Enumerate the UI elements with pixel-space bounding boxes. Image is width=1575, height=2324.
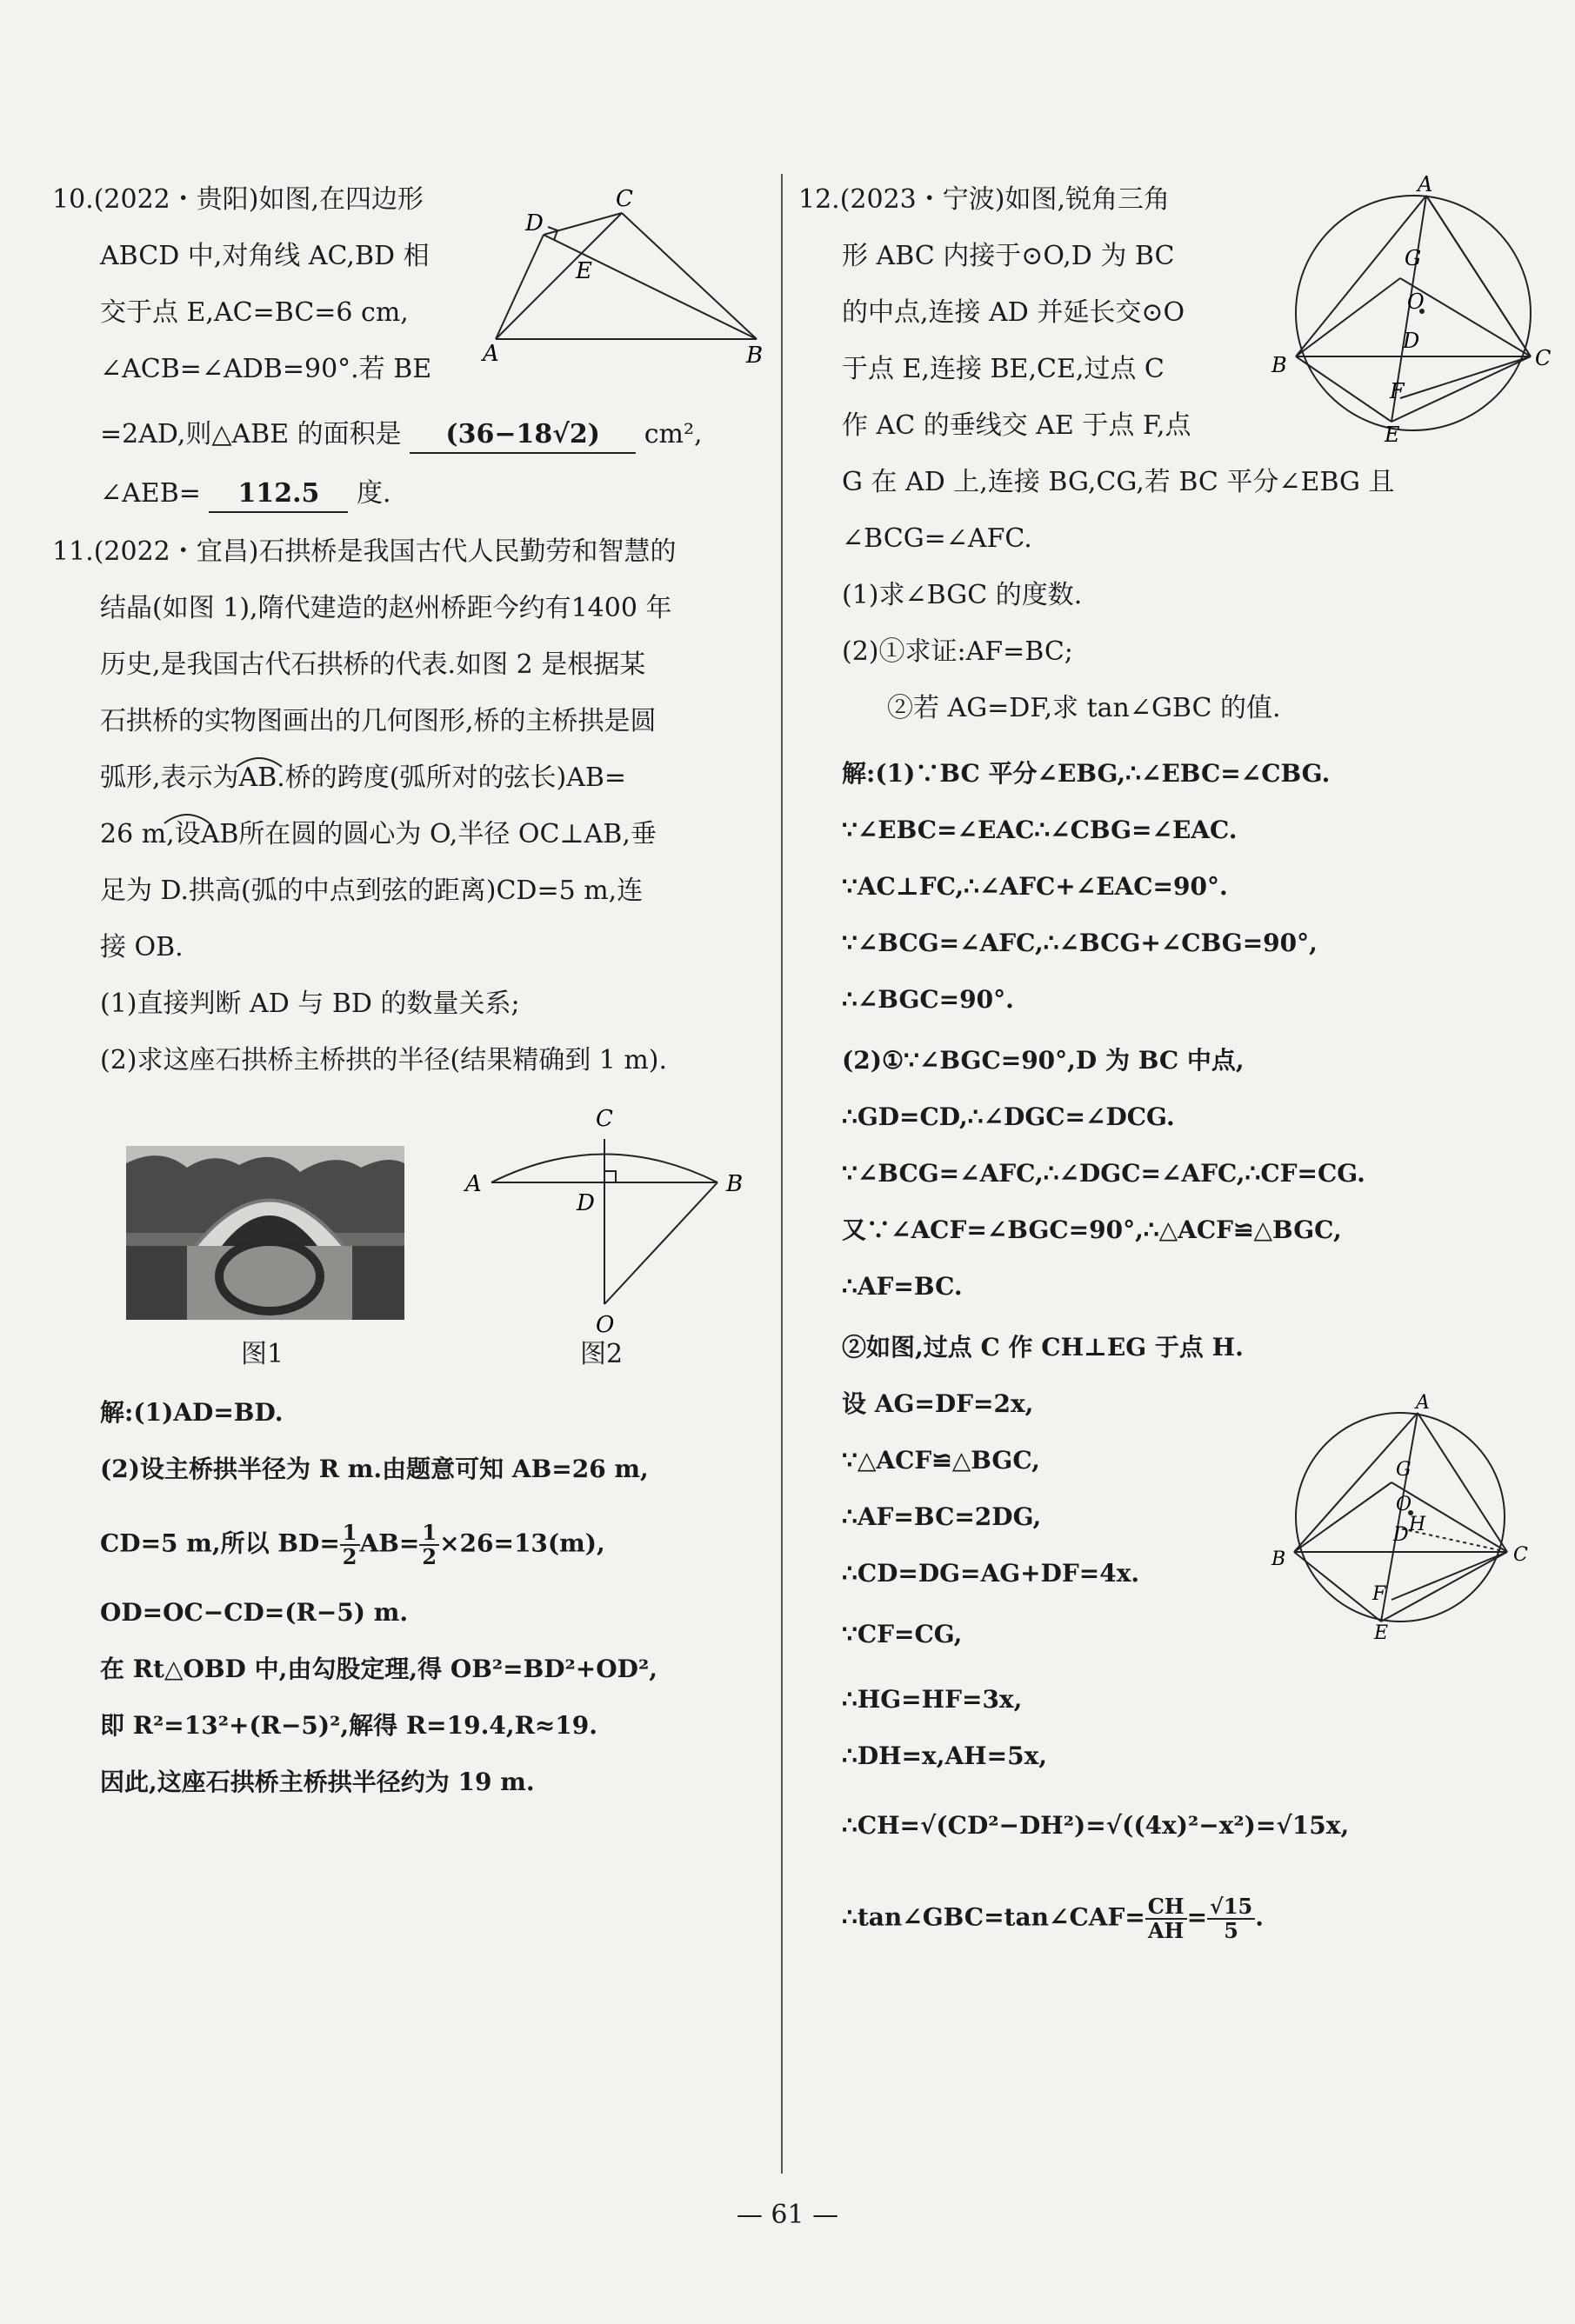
q11-bridge-photo (126, 1146, 404, 1320)
q12-f1-label-G: G (1405, 246, 1422, 270)
q11-solution-6: 即 R²=13²+(R−5)²,解得 R=19.4,R≈19. (100, 1711, 598, 1740)
q12-f1-label-B: B (1271, 353, 1287, 377)
q12-f1-label-F: F (1390, 379, 1405, 403)
q12-solution-1: 解:(1)∵BC 平分∠EBG,∴∠EBC=∠CBG. (842, 759, 1331, 788)
q11-solution-7: 因此,这座石拱桥主桥拱半径约为 19 m. (100, 1768, 535, 1796)
q12-line-5: 作 AC 的垂线交 AE 于点 F,点 (842, 410, 1191, 441)
q12-solution-9: 又∵∠ACF=∠BGC=90°,∴△ACF≌△BGC, (842, 1215, 1342, 1244)
q11-sol-3-mid: AB= (359, 1528, 420, 1558)
q12-line-3: 的中点,连接 AD 并延长交⊙O (842, 297, 1185, 328)
q11-fraction-2 (419, 1522, 439, 1568)
q10-answer-1: (36−18√2) (410, 417, 636, 454)
q12-solution-6: (2)①∵∠BGC=90°,D 为 BC 中点, (842, 1046, 1245, 1075)
q10-line-5 (100, 417, 703, 454)
q10-label-A: A (483, 341, 499, 367)
q12-f2-label-H: H (1409, 1514, 1426, 1535)
q10-line-1: 10.(2022・贵阳)如图,在四边形 (52, 184, 424, 215)
q12-subq-2b: ②若 AG=DF,求 tan∠GBC 的值. (887, 693, 1281, 723)
q12-solution-19: ∴CH=√(CD²−DH²)=√((4x)²−x²)=√15x, (842, 1811, 1350, 1840)
q11-arc-mark-1 (233, 753, 285, 769)
q12-tan-fraction-2 (1207, 1895, 1255, 1942)
q11-arc-mark-2 (161, 809, 213, 825)
q10-label-B: B (746, 343, 764, 369)
q12-line-7: ∠BCG=∠AFC. (842, 523, 1032, 554)
q11-subq-1: (1)直接判断 AD 与 BD 的数量关系; (100, 989, 520, 1019)
q12-solution-8: ∵∠BCG=∠AFC,∴∠DGC=∠AFC,∴CF=CG. (842, 1159, 1365, 1188)
q10-label-E: E (576, 258, 592, 284)
q12-solution-20 (842, 1895, 1264, 1942)
q12-solution-2: ∵∠EBC=∠EAC∴∠CBG=∠EAC. (842, 816, 1238, 844)
q12-subq-1: (1)求∠BGC 的度数. (842, 580, 1083, 610)
q12-f2-label-F: F (1372, 1583, 1386, 1605)
q10-line-4: ∠ACB=∠ADB=90°.若 BE (100, 354, 432, 384)
frac-den: AH (1148, 1918, 1185, 1943)
column-divider (781, 174, 783, 2174)
q11-fraction-1 (340, 1522, 360, 1568)
q11-label-A: A (465, 1171, 482, 1197)
q12-f2-label-E: E (1374, 1622, 1389, 1643)
q11-subq-2: (2)求这座石拱桥主桥拱的半径(结果精确到 1 m). (100, 1045, 668, 1075)
q12-solution-15: ∴CD=DG=AG+DF=4x. (842, 1559, 1140, 1588)
q12-f2-label-D: D (1393, 1524, 1409, 1546)
q12-solution-4: ∵∠BCG=∠AFC,∴∠BCG+∠CBG=90°, (842, 929, 1318, 957)
q12-line-1: 12.(2023・宁波)如图,锐角三角 (798, 184, 1171, 215)
q12-f1-label-D: D (1403, 329, 1420, 353)
q10-line-3: 交于点 E,AC=BC=6 cm, (100, 297, 409, 328)
q12-f2-label-C: C (1513, 1544, 1528, 1566)
q11-fig2-caption: 图2 (580, 1339, 624, 1369)
q12-solution-18: ∴DH=x,AH=5x, (842, 1741, 1048, 1770)
q12-f1-label-E: E (1385, 423, 1400, 443)
q12-line-6: G 在 AD 上,连接 BG,CG,若 BC 平分∠EBG 且 (842, 467, 1395, 497)
q12-line-4: 于点 E,连接 BE,CE,过点 C (842, 354, 1165, 384)
q12-solution-12: 设 AG=DF=2x, (842, 1389, 1034, 1418)
q12-f2-label-O: O (1396, 1494, 1412, 1515)
q10-label-C: C (616, 186, 633, 212)
q11-solution-5: 在 Rt△OBD 中,由勾股定理,得 OB²=BD²+OD², (100, 1655, 657, 1683)
frac-num: 1 (419, 1522, 439, 1546)
frac-den: 2 (342, 1544, 357, 1569)
q12-tan-fraction-1 (1145, 1895, 1187, 1942)
q11-sol-3-pre: CD=5 m,所以 BD= (100, 1528, 340, 1558)
q11-fig1-caption: 图1 (241, 1339, 284, 1369)
q12-solution-5: ∴∠BGC=90°. (842, 985, 1014, 1014)
q10-label-D: D (525, 210, 544, 236)
q12-f2-label-G: G (1396, 1459, 1411, 1481)
q11-line-3: 历史,是我国古代石拱桥的代表.如图 2 是根据某 (100, 649, 646, 680)
q10-line-6-post: 度. (356, 478, 391, 509)
q12-solution-13: ∵△ACF≌△BGC, (842, 1446, 1040, 1475)
q11-line-2: 结晶(如图 1),隋代建造的赵州桥距今约有1400 年 (100, 593, 672, 623)
q11-line-4: 石拱桥的实物图画出的几何图形,桥的主桥拱是圆 (100, 706, 657, 736)
frac-den: 2 (422, 1544, 437, 1569)
q12-f1-label-A: A (1418, 174, 1433, 196)
q12-sol-20-pre: ∴tan∠GBC=tan∠CAF= (842, 1902, 1145, 1932)
q12-solution-11: ②如图,过点 C 作 CH⊥EG 于点 H. (842, 1333, 1244, 1362)
q11-line-8: 接 OB. (100, 932, 184, 962)
q11-figure-2 (452, 1104, 765, 1339)
q10-line-6-pre: ∠AEB= (100, 478, 201, 509)
q12-f2-label-B: B (1271, 1548, 1286, 1570)
q10-answer-2: 112.5 (209, 476, 348, 513)
q12-solution-17: ∴HG=HF=3x, (842, 1685, 1023, 1714)
q12-solution-3: ∵AC⊥FC,∴∠AFC+∠EAC=90°. (842, 872, 1228, 901)
q12-tan-eq: = (1186, 1902, 1208, 1932)
q11-solution-3 (100, 1522, 605, 1568)
q12-solution-7: ∴GD=CD,∴∠DGC=∠DCG. (842, 1102, 1175, 1131)
frac-den: 5 (1224, 1918, 1238, 1943)
q10-line-5-post: cm², (644, 419, 703, 449)
frac-num: CH (1145, 1895, 1187, 1920)
q10-line-5-pre: =2AD,则△ABE 的面积是 (100, 419, 402, 449)
q11-solution-2: (2)设主桥拱半径为 R m.由题意可知 AB=26 m, (100, 1455, 649, 1483)
q11-line-5: 弧形,表示为AB.桥的跨度(弧所对的弦长)AB= (100, 762, 627, 793)
q12-line-2: 形 ABC 内接于⊙O,D 为 BC (842, 241, 1175, 271)
q12-subq-2: (2)①求证:AF=BC; (842, 636, 1073, 667)
q10-line-6 (100, 476, 391, 513)
frac-num: √15 (1207, 1895, 1255, 1920)
q12-figure-2 (1270, 1391, 1531, 1643)
q11-line-6: 26 m,设AB所在圆的圆心为 O,半径 OC⊥AB,垂 (100, 819, 657, 849)
q11-solution-4: OD=OC−CD=(R−5) m. (100, 1598, 409, 1627)
q12-tan-end: . (1255, 1902, 1264, 1932)
q12-f1-label-C: C (1535, 346, 1552, 370)
q11-label-B: B (726, 1171, 744, 1197)
page-number: — 61 — (736, 2200, 839, 2230)
q11-sol-3-end: ×26=13(m), (439, 1528, 605, 1558)
q12-figure-1 (1261, 174, 1557, 443)
q11-solution-1: 解:(1)AD=BD. (100, 1398, 284, 1427)
q12-f1-label-O: O (1407, 290, 1425, 314)
q11-label-D: D (577, 1190, 595, 1216)
q10-line-2: ABCD 中,对角线 AC,BD 相 (100, 241, 430, 271)
q12-solution-14: ∴AF=BC=2DG, (842, 1502, 1042, 1531)
q11-label-O: O (596, 1312, 615, 1338)
q11-label-C: C (596, 1106, 613, 1132)
q10-figure (470, 178, 774, 378)
q12-solution-16: ∵CF=CG, (842, 1620, 963, 1648)
q11-line-7: 足为 D.拱高(弧的中点到弦的距离)CD=5 m,连 (100, 876, 644, 906)
q11-line-1: 11.(2022・宜昌)石拱桥是我国古代人民勤劳和智慧的 (52, 536, 677, 567)
frac-num: 1 (340, 1522, 360, 1546)
q12-solution-10: ∴AF=BC. (842, 1272, 963, 1301)
q12-f2-label-A: A (1416, 1392, 1430, 1414)
